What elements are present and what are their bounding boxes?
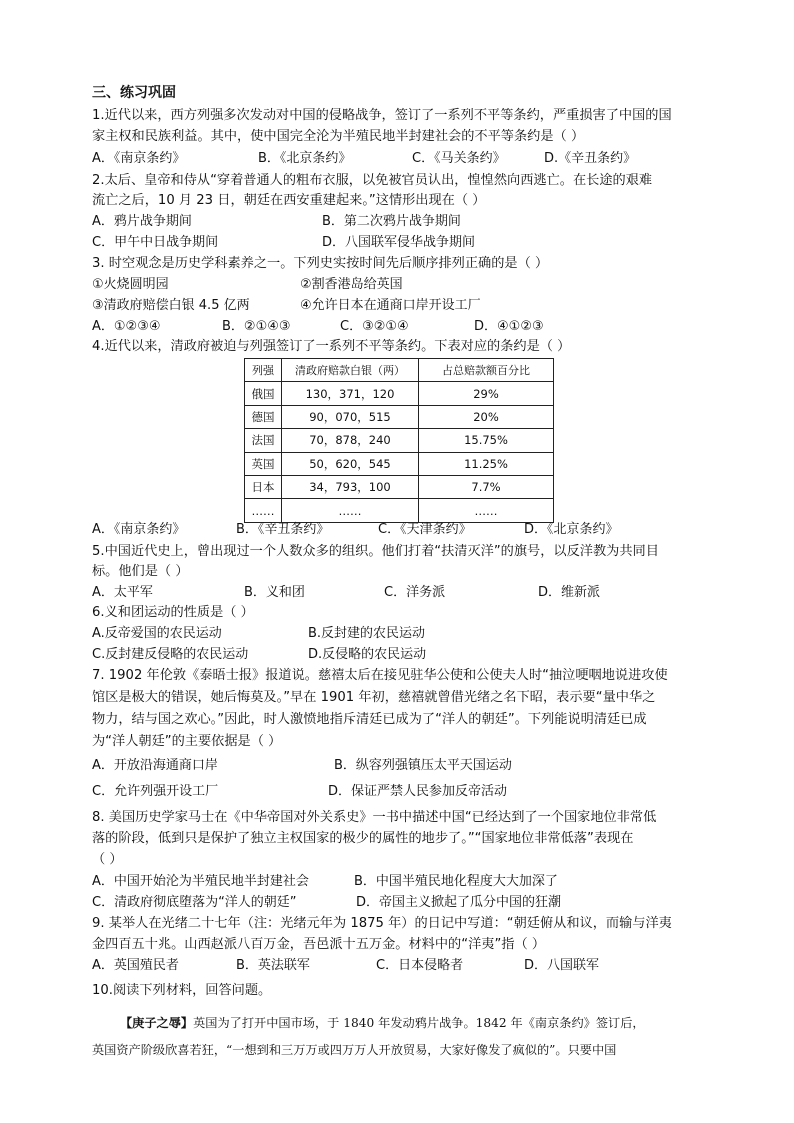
question-7-line-2: 馆区是极大的错误，她后悔莫及。”早在 1901 年初，慈禧就曾借光绪之名下昭，表示要“量中华之 [92,690,656,705]
question-7-line-1: 7. 1902 年伦敦《泰晤士报》报道说。慈禧太后在接见驻华公使和公使夫人时“抽泣哽咽地说进攻使 [92,668,668,683]
question-3-option-d[interactable]: D．④①②③ [474,319,544,334]
table-cell: …… [282,499,419,522]
question-5-option-a[interactable]: A．太平军 [92,585,153,600]
table-row [245,499,554,522]
table-cell: 法国 [245,429,282,452]
question-2-option-b[interactable]: B．第二次鸦片战争期间 [322,214,461,229]
question-5-option-d[interactable]: D．维新派 [538,585,601,600]
question-3-option-c[interactable]: C．③②①④ [340,319,409,334]
question-4-option-d[interactable]: D．《北京条约》 [524,522,619,537]
question-5-line-1: 5.中国近代史上，曾出现过一个人数众多的组织。他们打着“扶清灭洋”的旗号，以反洋教为共同目 [92,544,659,559]
table-cell: …… [419,499,554,522]
question-8-line-3: （ ） [92,852,123,867]
question-3-option-b[interactable]: B．②①④③ [222,319,291,334]
table-row [245,382,554,405]
question-6-option-c[interactable]: C.反封建反侵略的农民运动 [92,647,249,662]
table-cell: 英国 [245,452,282,475]
question-9-option-d[interactable]: D．八国联军 [524,958,600,973]
question-9-option-c[interactable]: C．日本侵略者 [376,958,464,973]
material-heading: 【庚子之辱】 [120,1016,194,1030]
question-3-option-a[interactable]: A．①②③④ [92,319,161,334]
question-6-option-d[interactable]: D.反侵略的农民运动 [308,647,427,662]
question-1-option-d[interactable]: D.《辛丑条约》 [544,151,637,166]
table-row [245,429,554,452]
table-row [245,452,554,475]
question-7-option-a[interactable]: A．开放沿海通商口岸 [92,758,218,773]
table-cell: 130，371，120 [282,382,419,405]
table-cell: 11.25% [419,452,554,475]
question-3-item-1: ①火烧圆明园 [92,277,169,292]
table-header-row [245,359,554,382]
question-5-line-2: 标。他们是（ ） [92,564,189,579]
question-8-option-a[interactable]: A．中国开始沦为半殖民地半封建社会 [92,874,309,889]
question-2-option-d[interactable]: D．八国联军侵华战争期间 [322,235,476,250]
question-7-option-b[interactable]: B．纵容列强镇压太平天国运动 [334,758,512,773]
question-8-option-c[interactable]: C．清政府彻底堕落为“洋人的朝廷” [92,895,297,910]
section-title: 三、练习巩固 [92,85,176,101]
question-6-line-1: 6.义和团运动的性质是（ ） [92,605,254,620]
question-5-option-b[interactable]: B．义和团 [244,585,305,600]
table-cell: 俄国 [245,382,282,405]
table-cell: 7.7% [419,475,554,498]
question-2-line-2: 流亡之后，10 月 23 日，朝廷在西安重建起来。”这情形出现在（ ） [92,193,486,208]
question-8-line-1: 8. 美国历史学家马士在《中华帝国对外关系史》一书中描述中国“已经达到了一个国家地位非常低 [92,810,657,825]
question-7-line-3: 物力，结与国之欢心。”因此，时人激愤地指斥清廷已成为了“洋人的朝廷”。下列能说明清廷已成 [92,712,647,727]
table-header-cell: 清政府赔款白银（两） [282,359,419,382]
table-row [245,405,554,428]
table-cell: 90，070，515 [282,405,419,428]
table-cell: 34，793，100 [282,475,419,498]
table-cell: 15.75% [419,429,554,452]
question-7-line-4: 为“洋人朝廷”的主要依据是（ ） [92,734,282,749]
question-2-line-1: 2.太后、皇帝和侍从“穿着普通人的粗布衣服，以免被官员认出，惶惶然向西逃亡。在长途的艰难 [92,173,653,188]
question-9-option-a[interactable]: A．英国殖民者 [92,958,179,973]
table-cell: 29% [419,382,554,405]
question-1-option-a[interactable]: A．《南京条约》 [92,151,186,166]
question-8-line-2: 落的阶段，低到只是保护了独立主权国家的极少的属性的地步了。”“国家地位非常低落”表现在 [92,831,634,846]
question-9-option-b[interactable]: B．英法联军 [236,958,310,973]
question-4-line-1: 4.近代以来，清政府被迫与列强签订了一系列不平等条约。下表对应的条约是（ ） [92,339,571,354]
question-4-option-a[interactable]: A．《南京条约》 [92,522,186,537]
table-cell: …… [245,499,282,522]
table-row [245,475,554,498]
question-4-option-c[interactable]: C．《天津条约》 [378,522,472,537]
table-cell: 德国 [245,405,282,428]
material-paragraph-line-1 [120,1013,645,1033]
indemnity-table [244,358,554,523]
question-1-line-1: 1.近代以来，西方列强多次发动对中国的侵略战争，签订了一系列不平等条约，严重损害了中国的国 [92,108,672,123]
question-3-item-4: ④允许日本在通商口岸开设工厂 [300,298,481,313]
question-2-option-a[interactable]: A．鸦片战争期间 [92,214,192,229]
question-8-option-b[interactable]: B．中国半殖民地化程度大大加深了 [354,874,558,889]
question-10-line-1: 10.阅读下列材料，回答问题。 [92,983,272,998]
material-text: 英国为了打开中国市场，于 1840 年发动鸦片战争。1842 年《南京条约》签订后， [193,1016,645,1030]
question-9-line-2: 金四百五十兆。山西赵派八百万金，吾邑派十五万金。材料中的“洋夷”指（ ） [92,937,546,952]
question-7-option-d[interactable]: D．保证严禁人民参加反帝活动 [328,784,508,799]
table-header-cell: 列强 [245,359,282,382]
question-3-item-3: ③清政府赔偿白银 4.5 亿两 [92,298,250,313]
table-cell: 日本 [245,475,282,498]
question-3-line-1: 3. 时空观念是历史学科素养之一。下列史实按时间先后顺序排列正确的是（ ） [92,256,549,271]
question-9-line-1: 9. 某举人在光绪二十七年（注：光绪元年为 1875 年）的日记中写道：“朝廷俯从和议，而输与洋夷 [92,916,672,931]
question-4-option-b[interactable]: B．《辛丑条约》 [236,522,330,537]
table-header-cell: 占总赔款额百分比 [419,359,554,382]
question-5-option-c[interactable]: C．洋务派 [384,585,446,600]
question-6-option-a[interactable]: A.反帝爱国的农民运动 [92,626,222,641]
table-cell: 20% [419,405,554,428]
question-1-option-b[interactable]: B．《北京条约》 [258,151,352,166]
table-cell: 70，878，240 [282,429,419,452]
question-7-option-c[interactable]: C．允许列强开设工厂 [92,784,219,799]
table-cell: 50，620，545 [282,452,419,475]
question-1-line-2: 家主权和民族利益。其中，使中国完全沦为半殖民地半封建社会的不平等条约是（ ） [92,129,585,144]
material-paragraph-line-2: 英国资产阶级欣喜若狂，“一想到和三万万或四万万人开放贸易，大家好像发了疯似的”。只要中国 [92,1043,617,1057]
question-3-item-2: ②割香港岛给英国 [300,277,403,292]
question-2-option-c[interactable]: C．甲午中日战争期间 [92,235,219,250]
question-1-option-c[interactable]: C．《马关条约》 [412,151,506,166]
question-6-option-b[interactable]: B.反封建的农民运动 [308,626,426,641]
question-8-option-d[interactable]: D．帝国主义掀起了瓜分中国的狂潮 [356,895,562,910]
